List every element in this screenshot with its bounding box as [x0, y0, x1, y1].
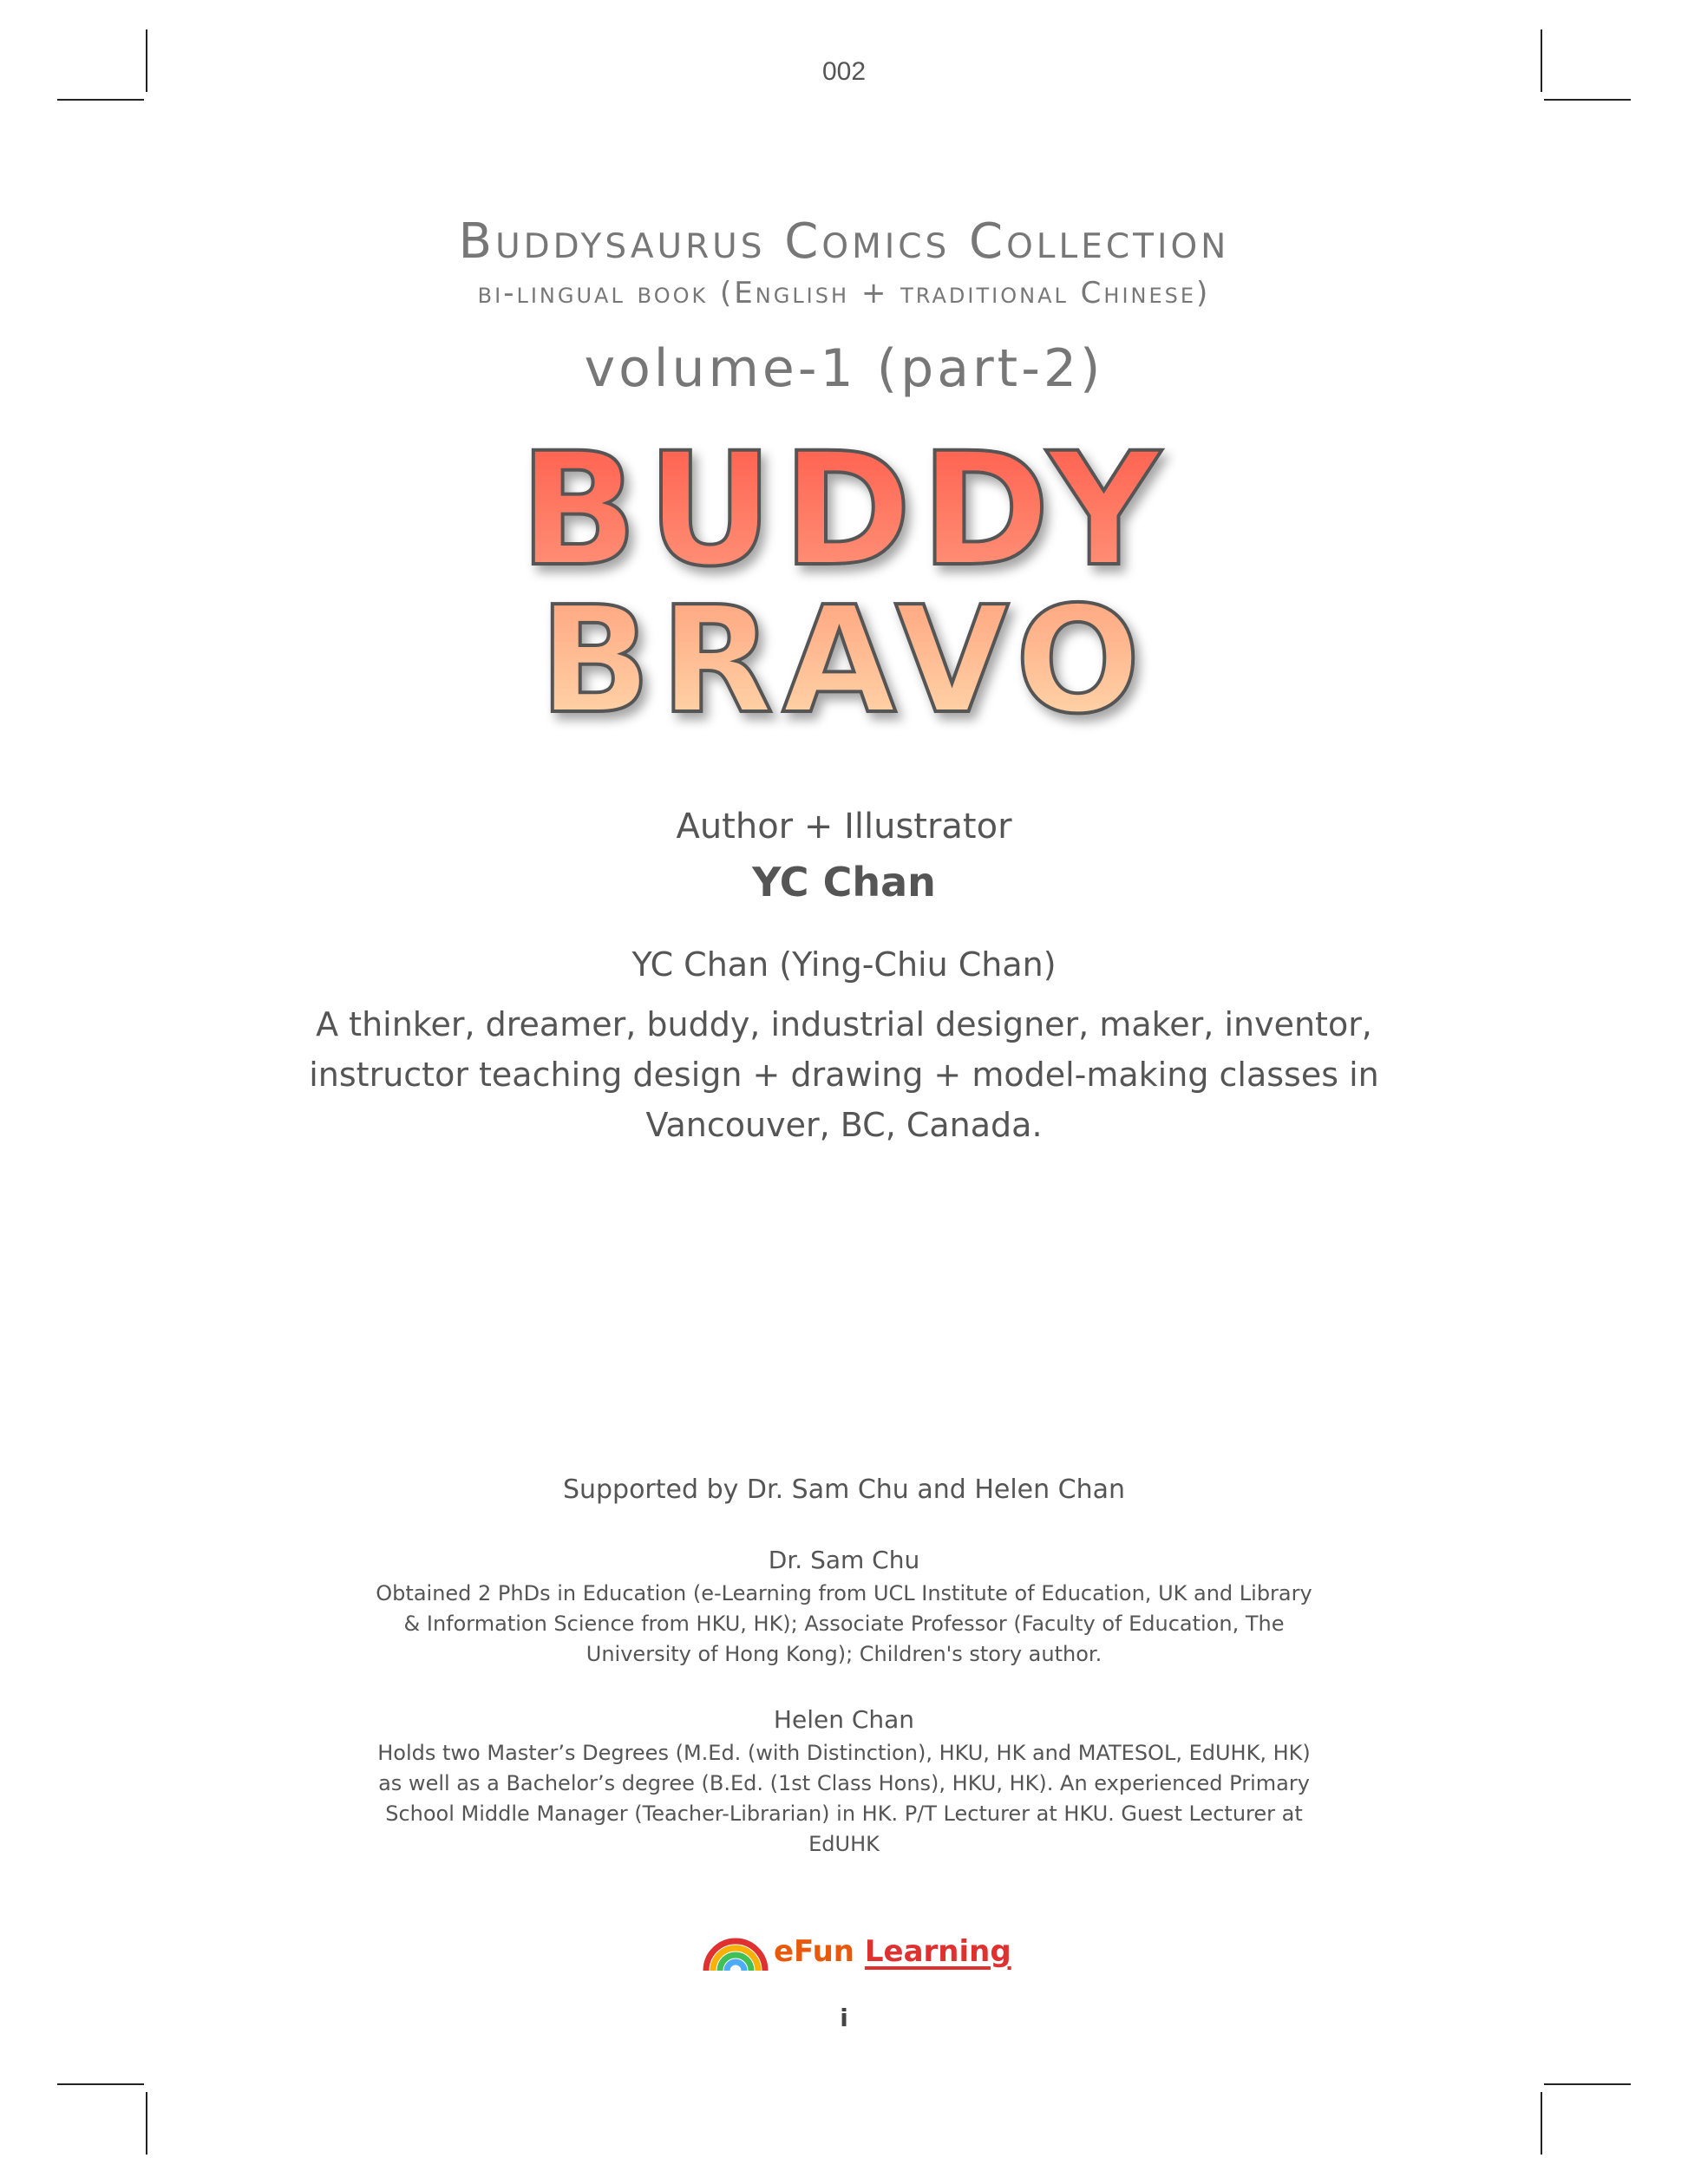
- title-line1: BUDDY: [519, 434, 1169, 601]
- supporter-name: Dr. Sam Chu: [768, 1546, 920, 1574]
- book-title: [0, 434, 1688, 746]
- supporter-name: Helen Chan: [773, 1705, 915, 1734]
- author-bio: A thinker, dreamer, buddy, industrial designer, maker, inventor, instructor teaching design + drawing + model-making classes in Vancouver, BC, Canada.: [309, 1005, 1379, 1144]
- crop-mark: [146, 2092, 147, 2155]
- series-title: Buddysaurus Comics Collection: [458, 213, 1230, 270]
- supporter-bio: Obtained 2 PhDs in Education (e-Learning from UCL Institute of Education, UK and Library & Information Science from HKU, HK); Associate Professor (Faculty of Education, The University of Hong Kong); Children's story author.: [376, 1581, 1312, 1666]
- logo-word-learning: Learning: [864, 1934, 1011, 1969]
- crop-mark: [1544, 99, 1631, 101]
- crop-mark: [1544, 2083, 1631, 2085]
- volume-label: volume-1 (part-2): [584, 338, 1104, 399]
- book-title-art: [410, 434, 1278, 746]
- logo-wordmark: [774, 1934, 1011, 1969]
- page-number-bottom: i: [840, 2004, 848, 2032]
- page-number-top: 002: [821, 57, 867, 86]
- crop-mark: [57, 99, 144, 101]
- author-full-name: YC Chan (Ying-Chiu Chan): [631, 945, 1057, 984]
- supporter-bio: Holds two Master’s Degrees (M.Ed. (with Distinction), HKU, HK and MATESOL, EdUHK, HK) as well as a Bachelor’s degree (B.Ed. (1st Class Hons), HKU, HK). An experienced Primary School Middle Manager (Teacher-Librarian) in HK. P/T Lecturer at HKU. Guest Lecturer at EdUHK: [377, 1741, 1311, 1856]
- crop-mark: [57, 2083, 144, 2085]
- supported-by: Supported by Dr. Sam Chu and Helen Chan: [562, 1475, 1126, 1505]
- title-line2: BRAVO: [539, 575, 1149, 746]
- author-name: YC Chan: [752, 859, 936, 906]
- logo-word-efun: eFun: [774, 1934, 855, 1969]
- book-subtitle: bi-lingual book (English + traditional Chinese): [477, 276, 1211, 311]
- crop-mark: [1541, 2092, 1542, 2155]
- author-role: Author + Illustrator: [676, 807, 1012, 847]
- efun-learning-logo: [703, 1926, 1011, 1978]
- rainbow-icon: [703, 1931, 769, 1972]
